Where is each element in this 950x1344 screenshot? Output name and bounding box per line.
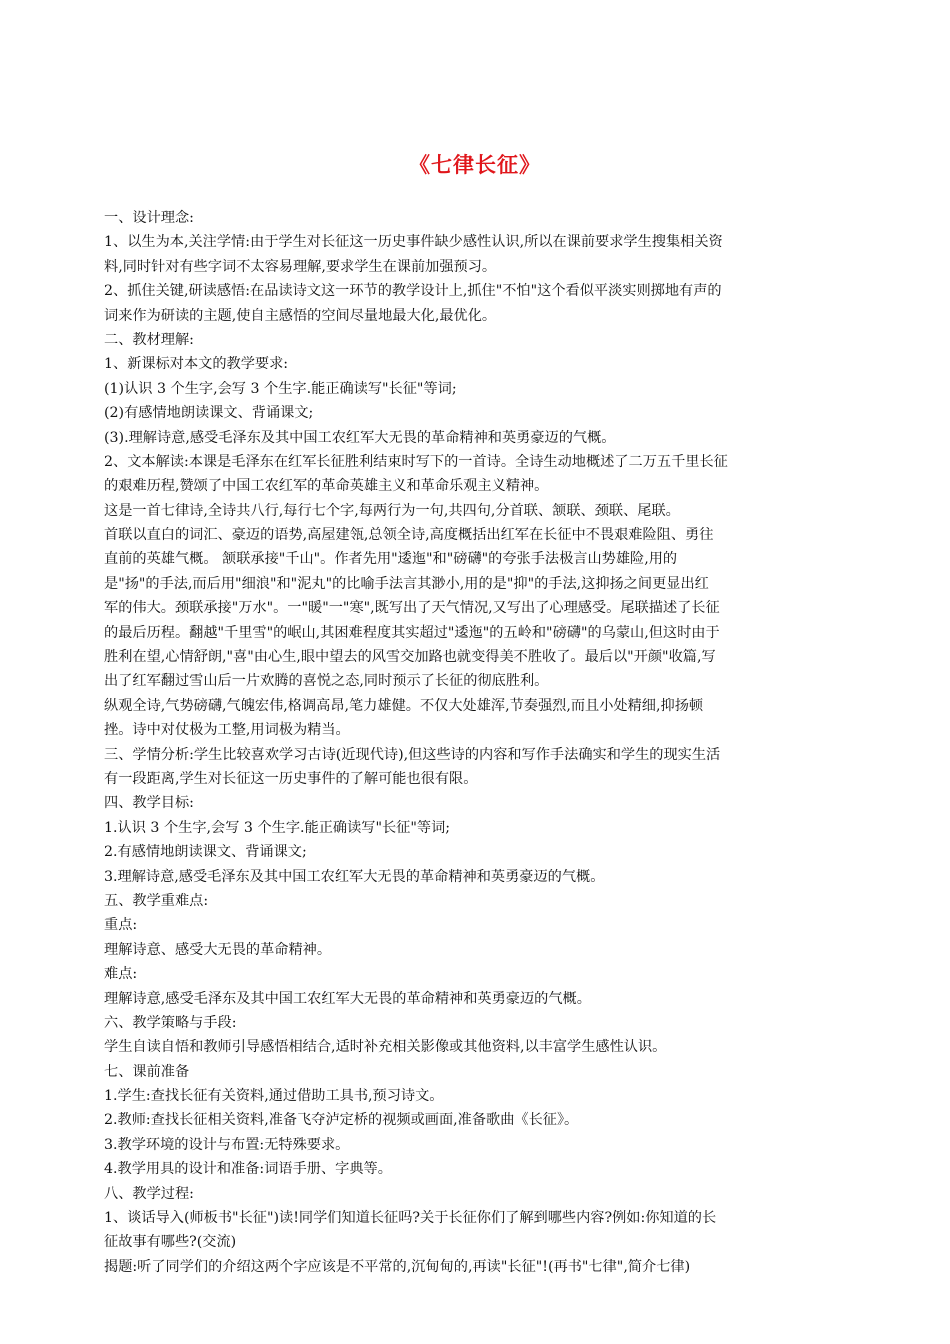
text-line: 二、教材理解: [104, 331, 194, 348]
text-line: 这是一首七律诗,全诗共八行,每行七个字,每两行为一句,共四句,分首联、颔联、颈联、尾联。 [104, 502, 680, 519]
text-line: 出了红军翻过雪山后一片欢腾的喜悦之态,同时预示了长征的彻底胜利。 [104, 673, 549, 690]
text-line: 1、以生为本,关注学情:由于学生对长征这一历史事件缺少感性认识,所以在课前要求学生搜集相关资 [104, 234, 723, 251]
text-line: 首联以直白的词汇、豪迈的语势,高屋建瓴,总领全诗,高度概括出红军在长征中不畏艰难险阻、勇往 [104, 527, 714, 544]
text-line: 胜利在望,心情舒朗,"喜"由心生,眼中望去的风雪交加路也就变得美不胜收了。最后以"开颜"收篇,写 [104, 649, 716, 666]
text-line: 五、教学重难点: [104, 892, 209, 909]
text-line: 理解诗意、感受大无畏的革命精神。 [104, 941, 332, 958]
text-line: 理解诗意,感受毛泽东及其中国工农红军大无畏的革命精神和英勇豪迈的气概。 [104, 990, 591, 1007]
text-line: 2、文本解读:本课是毛泽东在红军长征胜利结束时写下的一首诗。全诗生动地概述了二万五千里长征 [104, 453, 728, 470]
text-line: 直前的英雄气概。 颔联承接"千山"。作者先用"逶迤"和"磅礴"的夸张手法极言山势雄险,用的 [104, 551, 678, 568]
document-title: 《七律长征》 [409, 153, 541, 177]
text-line: 七、课前准备 [104, 1063, 190, 1080]
text-line: 纵观全诗,气势磅礴,气魄宏伟,格调高昂,笔力雄健。不仅大处雄浑,节奏强烈,而且小处精细,抑扬顿 [104, 697, 704, 714]
text-line: 3.教学环境的设计与布置:无特殊要求。 [104, 1136, 350, 1153]
document-body [104, 206, 846, 1304]
text-line: 六、教学策略与手段: [104, 1014, 237, 1031]
text-line: 1、谈话导入(师板书"长征")读!同学们知道长征吗?关于长征你们了解到哪些内容?例如:你知道的长 [104, 1210, 717, 1227]
text-line: 挫。诗中对仗极为工整,用词极为精当。 [104, 722, 350, 739]
text-line [104, 1279, 846, 1303]
text-line: 的艰难历程,赞颂了中国工农红军的革命英雄主义和革命乐观主义精神。 [104, 478, 549, 495]
text-line: 三、学情分析:学生比较喜欢学习古诗(近现代诗),但这些诗的内容和写作手法确实和学生的现实生活 [104, 746, 721, 763]
text-line: 2、抓住关键,研读感悟:在品读诗文这一环节的教学设计上,抓住"不怕"这个看似平淡实则掷地有声的 [104, 283, 722, 300]
text-line: 料,同时针对有些字词不太容易理解,要求学生在课前加强预习。 [104, 258, 497, 275]
text-line: 学生自读自悟和教师引导感悟相结合,适时补充相关影像或其他资料,以丰富学生感性认识。 [104, 1039, 667, 1056]
text-line: 2.教师:查找长征相关资料,准备飞夺泸定桥的视频或画面,准备歌曲《长征》。 [104, 1112, 579, 1129]
text-line: 词来作为研读的主题,使自主感悟的空间尽量地最大化,最优化。 [104, 307, 497, 324]
text-line: 4.教学用具的设计和准备:词语手册、字典等。 [104, 1161, 392, 1178]
text-line: (1)认识 3 个生字,会写 3 个生字.能正确读写"长征"等词; [104, 380, 457, 397]
text-line: 四、教学目标: [104, 795, 194, 812]
text-line: 2.有感情地朗读课文、背诵课文; [104, 844, 307, 861]
text-line: 八、教学过程: [104, 1185, 194, 1202]
text-line: 重点: [104, 917, 138, 934]
text-line: 1.学生:查找长征有关资料,通过借助工具书,预习诗文。 [104, 1088, 444, 1105]
text-line: (2)有感情地朗读课文、背诵课文; [104, 405, 314, 422]
text-line: 军的伟大。颈联承接"万水"。一"暖"一"寒",既写出了天气情况,又写出了心理感受。尾联描述了长征 [104, 600, 720, 617]
text-line: 是"扬"的手法,而后用"细浪"和"泥丸"的比喻手法言其渺小,用的是"抑"的手法,这抑扬之间更显出红 [104, 575, 709, 592]
text-line: 难点: [104, 966, 138, 983]
text-line: 征故事有哪些?(交流) [104, 1234, 237, 1251]
text-line: (3).理解诗意,感受毛泽东及其中国工农红军大无畏的革命精神和英勇豪迈的气概。 [104, 429, 616, 446]
text-line: 揭题:听了同学们的介绍这两个字应该是不平常的,沉甸甸的,再读"长征"!(再书"七律",简介七律) [104, 1258, 691, 1275]
text-line: 1.认识 3 个生字,会写 3 个生字.能正确读写"长征"等词; [104, 819, 451, 836]
text-line: 的最后历程。翻越"千里雪"的岷山,其困难程度其实超过"逶迤"的五岭和"磅礴"的乌蒙山,但这时由于 [104, 624, 720, 641]
text-line: 1、新课标对本文的教学要求: [104, 356, 289, 373]
text-line: 一、设计理念: [104, 210, 194, 226]
text-line: 有一段距离,学生对长征这一历史事件的了解可能也很有限。 [104, 770, 478, 787]
text-line: 3.理解诗意,感受毛泽东及其中国工农红军大无畏的革命精神和英勇豪迈的气概。 [104, 868, 605, 885]
